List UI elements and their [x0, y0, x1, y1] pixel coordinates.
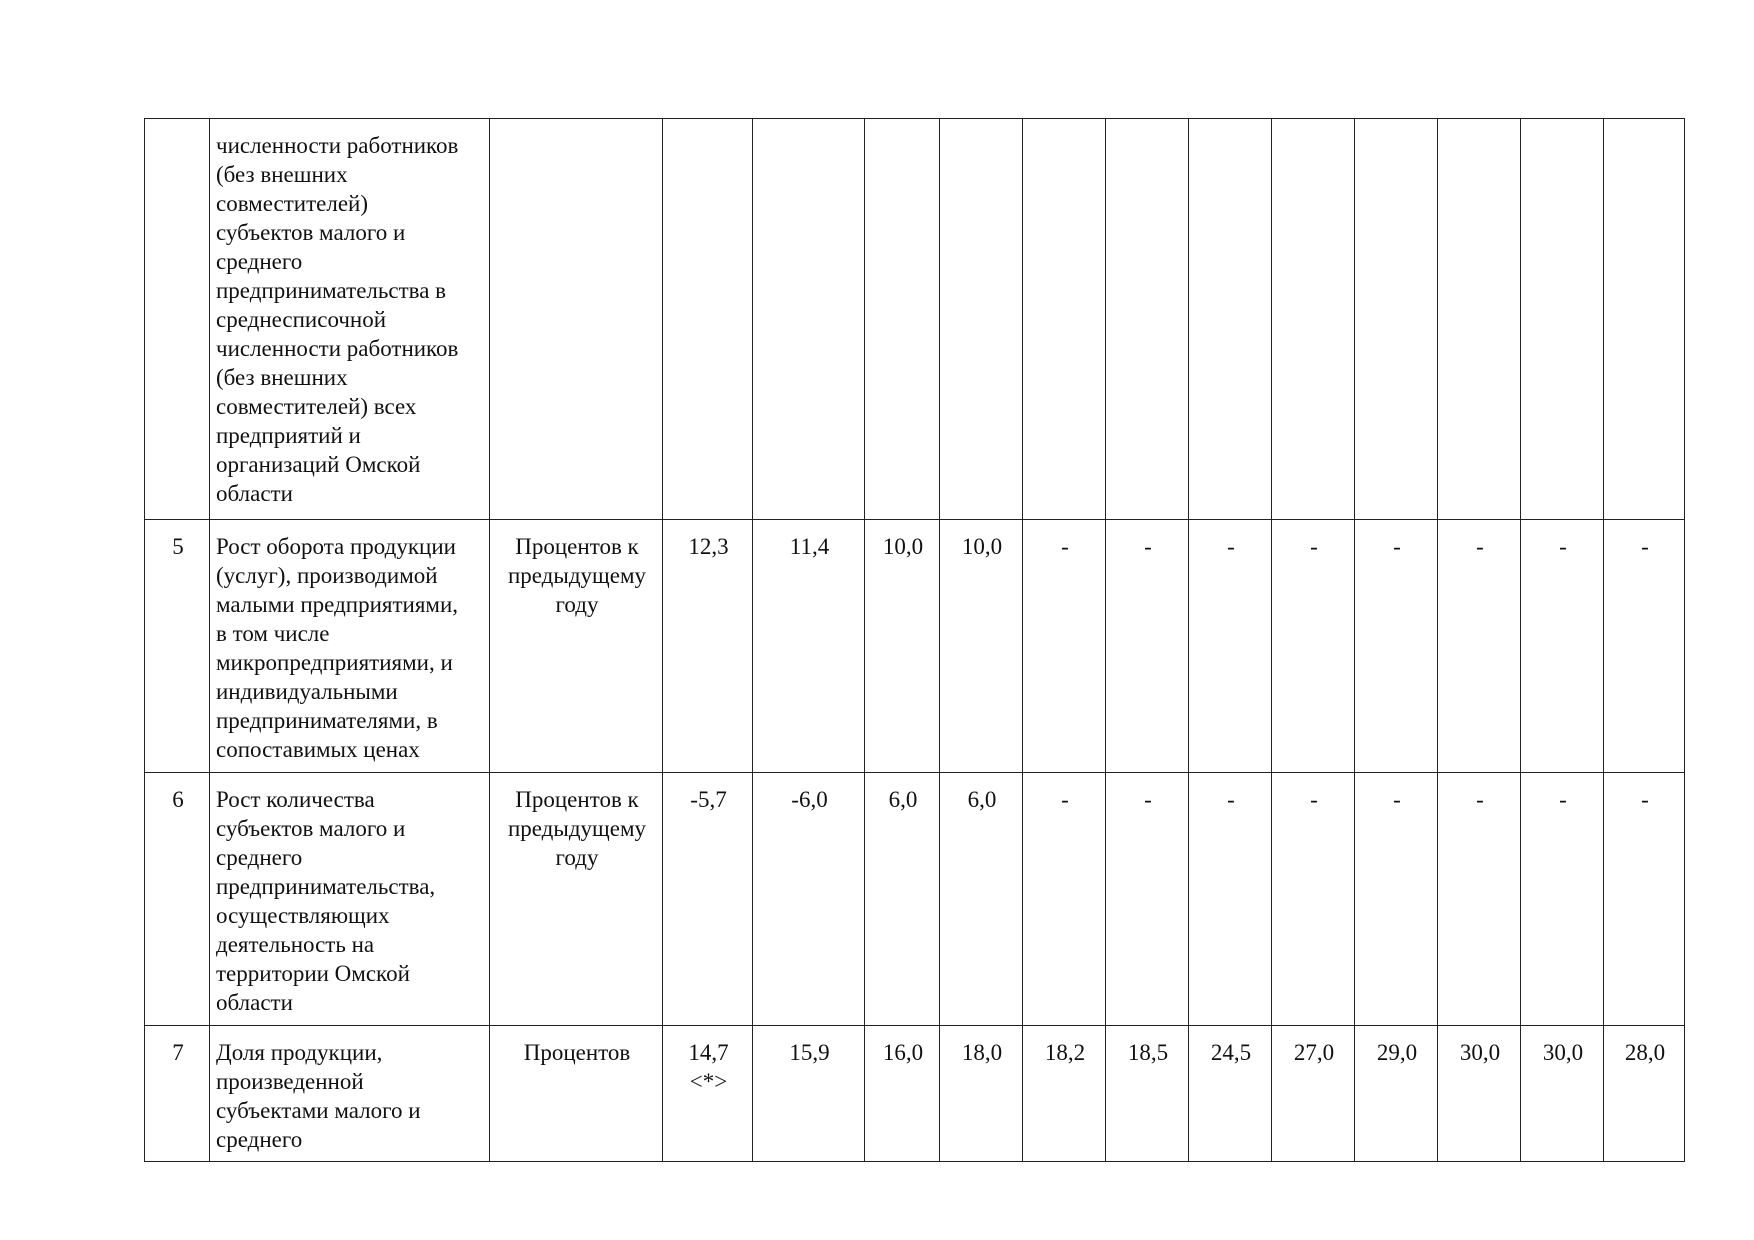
value-cell: 18,5	[1106, 1026, 1189, 1162]
value-cell: -	[1106, 520, 1189, 773]
indicator-name-line: совместителей) всех	[216, 394, 417, 419]
value-cell	[1189, 119, 1272, 520]
value-cell: -6,0	[753, 773, 865, 1026]
indicator-name-line: субъектов малого и	[216, 220, 406, 245]
value-cell: -	[1272, 520, 1355, 773]
table-row	[145, 119, 1685, 520]
value-cell: 16,0	[865, 1026, 940, 1162]
unit-cell	[490, 773, 663, 1026]
value-cell: 12,3	[663, 520, 753, 773]
indicator-name-line: микропредприятиями, и	[216, 650, 453, 675]
value-cell: -	[1604, 520, 1685, 773]
indicator-name-line: Доля продукции,	[216, 1040, 383, 1065]
indicator-name-line: среднего	[216, 249, 303, 274]
indicator-name-line: (без внешних	[216, 162, 348, 187]
table-row	[145, 773, 1685, 1026]
indicator-name-line: субъектов малого и	[216, 816, 406, 841]
indicator-name-line: осуществляющих	[216, 903, 390, 928]
value-cell	[753, 119, 865, 520]
value-cell: 24,5	[1189, 1026, 1272, 1162]
indicator-name-line: в том числе	[216, 621, 330, 646]
indicator-name-line: предпринимательства в	[216, 278, 447, 303]
unit-line: году	[555, 845, 599, 870]
indicator-name-line: среднего	[216, 1127, 303, 1152]
value-cell: -	[1023, 520, 1106, 773]
value-cell: 15,9	[753, 1026, 865, 1162]
value-cell	[865, 119, 940, 520]
value-cell: 6,0	[865, 773, 940, 1026]
indicator-name-line: предпринимательства,	[216, 874, 436, 899]
value-cell	[1106, 119, 1189, 520]
indicator-name-line: сопоставимых ценах	[216, 737, 420, 762]
value-cell: -	[1355, 520, 1438, 773]
indicator-name-line: численности работников	[216, 133, 459, 158]
indicator-name-line: предприятий и	[216, 423, 361, 448]
indicator-name-line: среднесписочной	[216, 307, 387, 332]
row-number: 5	[145, 520, 210, 773]
row-number	[145, 119, 210, 520]
unit-cell	[490, 119, 663, 520]
value-cell: 29,0	[1355, 1026, 1438, 1162]
value-cell: -	[1604, 773, 1685, 1026]
indicator-name-line: Рост оборота продукции	[216, 534, 456, 559]
unit-line: году	[555, 592, 599, 617]
indicator-name-line: численности работников	[216, 336, 459, 361]
value-cell: -	[1189, 520, 1272, 773]
value-cell: -	[1106, 773, 1189, 1026]
value-cell: -	[1521, 520, 1604, 773]
footnote-marker: <*>	[689, 1069, 728, 1094]
indicator-name-line: индивидуальными	[216, 679, 398, 704]
value-cell: 18,0	[940, 1026, 1023, 1162]
indicator-name-line: произведенной	[216, 1069, 364, 1094]
indicator-name-line: области	[216, 481, 293, 506]
value-cell	[1604, 119, 1685, 520]
value-cell: -	[1355, 773, 1438, 1026]
value-cell: -	[1023, 773, 1106, 1026]
value-cell: 30,0	[1438, 1026, 1521, 1162]
indicator-name-line: среднего	[216, 845, 303, 870]
unit-line: предыдущему	[507, 563, 647, 588]
value-cell: 27,0	[1272, 1026, 1355, 1162]
value-cell: -	[1272, 773, 1355, 1026]
indicator-name-line: предпринимателями, в	[216, 708, 438, 733]
indicator-name-line: (без внешних	[216, 365, 348, 390]
indicator-name-line: совместителей)	[216, 191, 368, 216]
row-number: 6	[145, 773, 210, 1026]
value-cell	[1272, 119, 1355, 520]
indicator-name-line: деятельность на	[216, 932, 375, 957]
table-row	[145, 1026, 1685, 1162]
value-cell: 28,0	[1604, 1026, 1685, 1162]
value-cell	[1521, 119, 1604, 520]
unit-cell	[490, 520, 663, 773]
unit-line: Процентов	[523, 1040, 631, 1065]
unit-line: предыдущему	[507, 816, 647, 841]
indicator-name	[210, 773, 490, 1026]
value-cell	[940, 119, 1023, 520]
unit-line: Процентов к	[515, 534, 639, 559]
value-cell: -	[1438, 520, 1521, 773]
value-cell	[663, 1026, 753, 1162]
value-text: 14,7	[688, 1040, 729, 1065]
indicator-name-line: малыми предприятиями,	[216, 592, 459, 617]
value-cell	[1023, 119, 1106, 520]
value-cell: -5,7	[663, 773, 753, 1026]
value-cell: 10,0	[865, 520, 940, 773]
unit-cell	[490, 1026, 663, 1162]
value-cell: 30,0	[1521, 1026, 1604, 1162]
indicator-name	[210, 520, 490, 773]
indicator-name-line: (услуг), производимой	[216, 563, 438, 588]
indicator-name-line: территории Омской	[216, 961, 410, 986]
indicator-name-line: области	[216, 990, 293, 1015]
indicator-name	[210, 1026, 490, 1162]
value-cell	[1438, 119, 1521, 520]
value-cell: 18,2	[1023, 1026, 1106, 1162]
value-cell: 11,4	[753, 520, 865, 773]
indicator-name-line: субъектами малого и	[216, 1098, 421, 1123]
value-cell	[1355, 119, 1438, 520]
indicator-name-line: Рост количества	[216, 787, 375, 812]
value-cell: -	[1438, 773, 1521, 1026]
table-row	[145, 520, 1685, 773]
unit-line: Процентов к	[515, 787, 639, 812]
value-cell: -	[1521, 773, 1604, 1026]
row-number: 7	[145, 1026, 210, 1162]
indicators-table	[144, 118, 1685, 1162]
value-cell	[663, 119, 753, 520]
value-cell: 6,0	[940, 773, 1023, 1026]
indicator-name	[210, 119, 490, 520]
indicator-name-line: организаций Омской	[216, 452, 421, 477]
value-cell: -	[1189, 773, 1272, 1026]
value-cell: 10,0	[940, 520, 1023, 773]
